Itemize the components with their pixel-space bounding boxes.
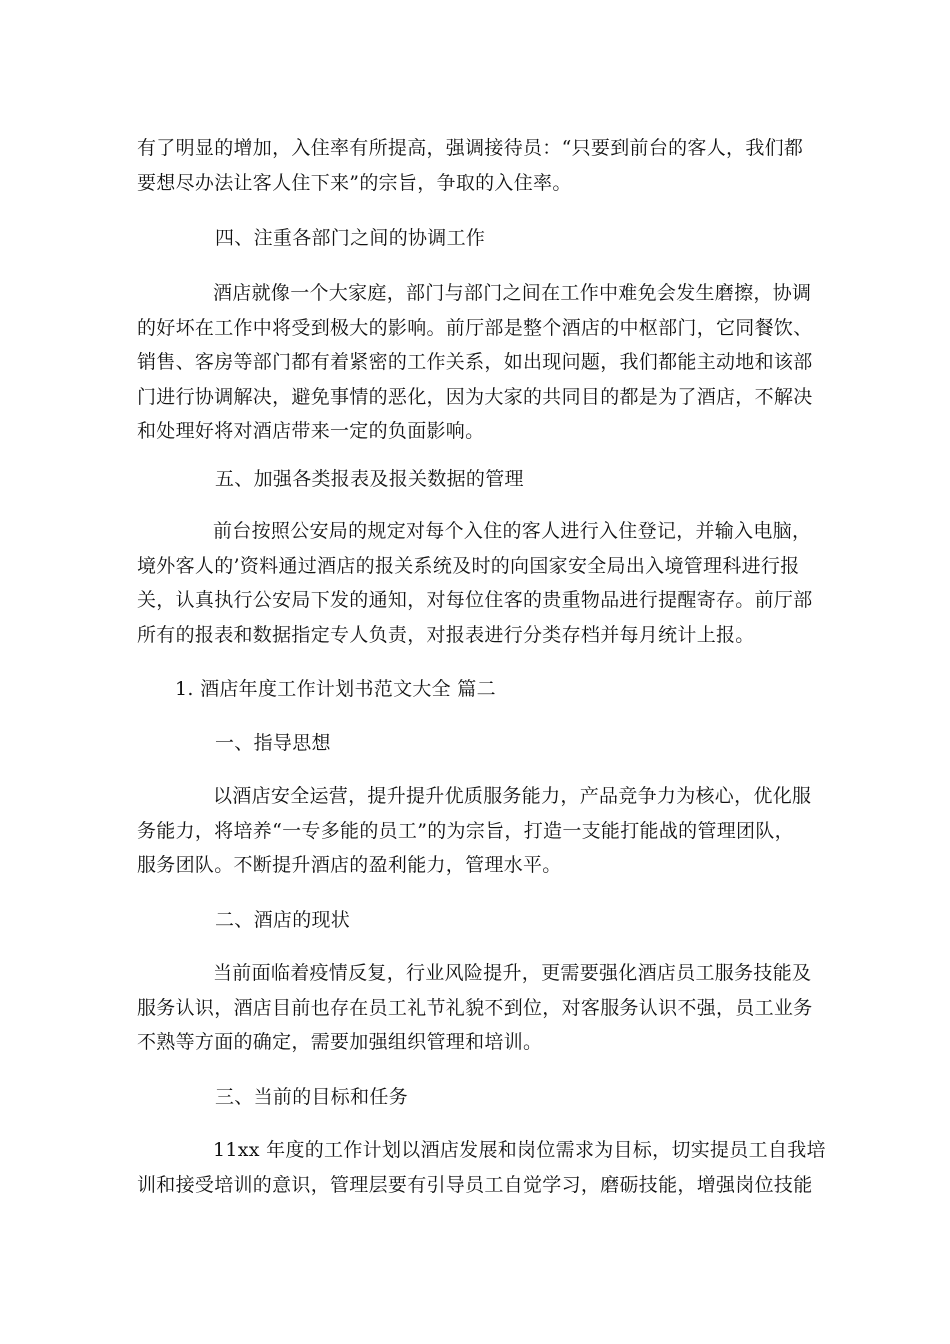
paragraph-current-status — [137, 956, 813, 1060]
text-line: 有了明显的增加，入住率有所提高，强调接待员：“只要到前台的客人，我们都 — [137, 137, 804, 159]
text-line: 境外客人的’资料通过酒店的报关系统及时的向国家安全局出入境管理科进行报 — [137, 554, 800, 577]
text-line: 的好坏在工作中将受到极大的影响。前厅部是整个酒店的中枢部门，它同餐饮、 — [137, 316, 813, 339]
text-line: 和处理好将对酒店带来一定的负面影响。 — [137, 420, 485, 442]
heading-guiding-thought: 一、指导思想 — [215, 732, 331, 754]
text-line: 训和接受培训的意识，管理层要有引导员工自觉学习，磨砺技能，增强岗位技能 — [137, 1173, 813, 1196]
heading-goals-tasks: 三、当前的目标和任务 — [215, 1086, 409, 1108]
text-line: 要想尽办法让客人住下来”的宗旨，争取的入住率。 — [137, 171, 572, 194]
text-line: 服务认识，酒店目前也存在员工礼节礼貌不到位，对客服务认识不强，员工业务 — [137, 996, 813, 1019]
text-line: 前台按照公安局的规定对每个入住的客人进行入住登记，并输入电脑， — [213, 520, 812, 542]
heading-reports: 五、加强各类报表及报关数据的管理 — [215, 468, 524, 490]
paragraph-goals-tasks — [137, 1133, 826, 1202]
heading-coordination: 四、注重各部门之间的协调工作 — [215, 227, 486, 249]
paragraph-coordination — [137, 276, 813, 449]
heading-current-status: 二、酒店的现状 — [215, 909, 351, 931]
text-line: 11xx 年度的工作计划以酒店发展和岗位需求为目标，切实提员工自我培 — [213, 1139, 826, 1161]
text-line: 所有的报表和数据指定专人负责，对报表进行分类存档并每月统计上报。 — [137, 623, 755, 646]
text-line: 销售、客房等部门都有着紧密的工作关系，如出现问题，我们都能主动地和该部 — [137, 351, 813, 373]
section-title: 1. 酒店年度工作计划书范文大全 篇二 — [175, 678, 496, 700]
text-line: 不熟等方面的确定，需要加强组织管理和培训。 — [137, 1031, 543, 1053]
text-line: 服务团队。不断提升酒店的盈利能力，管理水平。 — [137, 854, 562, 876]
text-line: 务能力，将培养“一专多能的员工”的为宗旨，打造一支能打能战的管理团队， — [137, 819, 794, 842]
text-line: 酒店就像一个大家庭，部门与部门之间在工作中难免会发生磨擦，协调 — [213, 282, 812, 304]
text-line: 以酒店安全运营，提升提升优质服务能力，产品竞争力为核心，优化服 — [213, 785, 812, 807]
text-line: 门进行协调解决，避免事情的恶化，因为大家的共同目的都是为了酒店，不解决 — [137, 385, 813, 408]
text-line: 关，认真执行公安局下发的通知，对每位住客的贵重物品进行提醒寄存。前厅部 — [137, 589, 813, 611]
paragraph-reports — [137, 514, 813, 652]
text-line: 当前面临着疫情反复，行业风险提升，更需要强化酒店员工服务技能及 — [213, 962, 812, 984]
paragraph-occupancy — [137, 131, 813, 200]
paragraph-guiding-thought — [137, 779, 813, 883]
